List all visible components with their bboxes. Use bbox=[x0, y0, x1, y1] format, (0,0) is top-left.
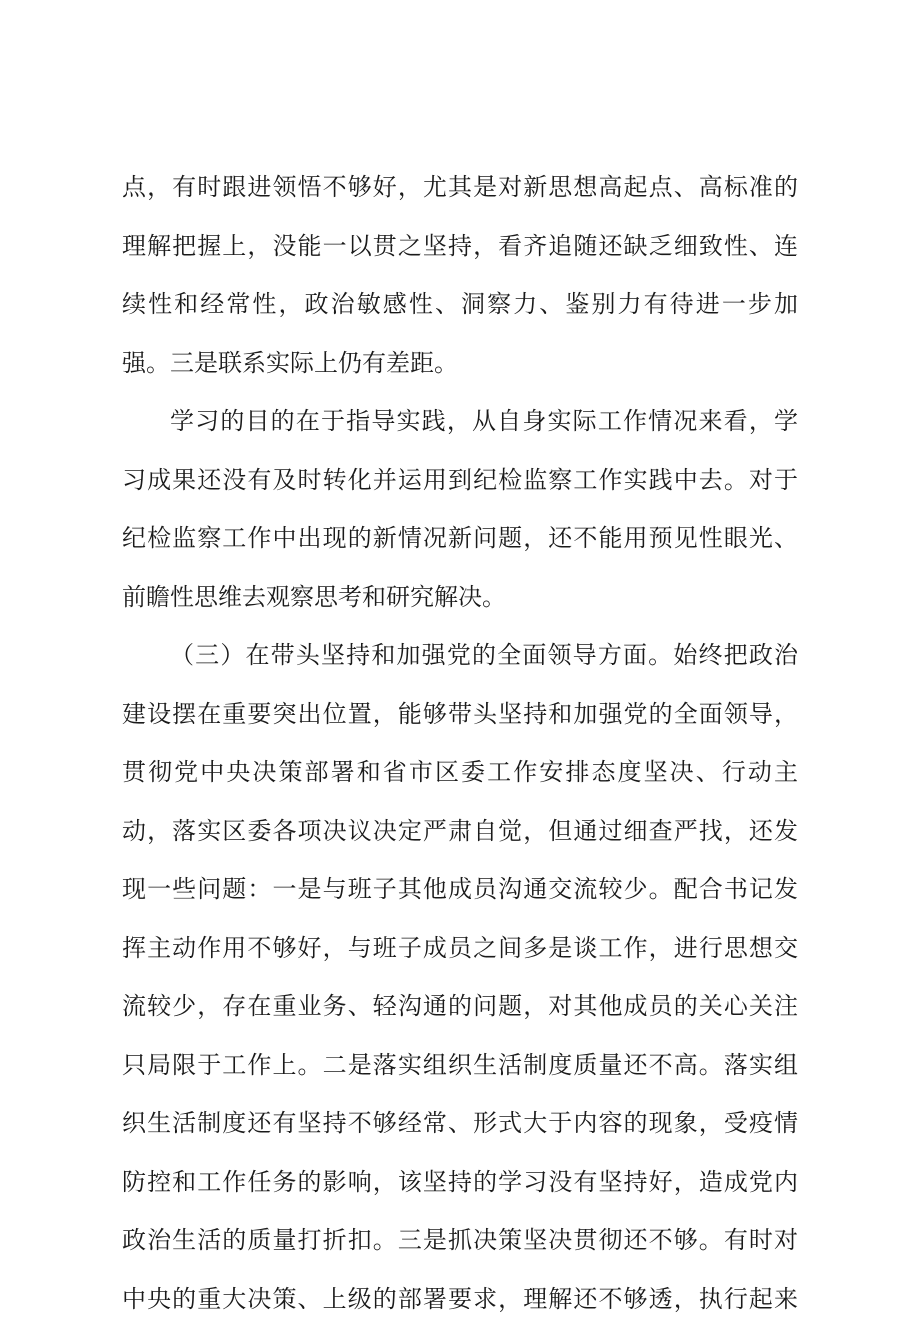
text-line: 习成果还没有及时转化并运用到纪检监察工作实践中去。对于 bbox=[122, 451, 798, 510]
text-line: 学习的目的在于指导实践，从自身实际工作情况来看，学 bbox=[122, 392, 798, 451]
text-line: 挥主动作用不够好，与班子成员之间多是谈工作，进行思想交 bbox=[122, 919, 798, 978]
text-line: （三）在带头坚持和加强党的全面领导方面。始终把政治 bbox=[122, 626, 798, 685]
text-line: 动，落实区委各项决议决定严肃自觉，但通过细查严找，还发 bbox=[122, 802, 798, 861]
text-line: 织生活制度还有坚持不够经常、形式大于内容的现象，受疫情 bbox=[122, 1094, 798, 1153]
text-line: 点，有时跟进领悟不够好，尤其是对新思想高起点、高标准的 bbox=[122, 158, 798, 217]
text-line: 现一些问题：一是与班子其他成员沟通交流较少。配合书记发 bbox=[122, 860, 798, 919]
text-line: 中央的重大决策、上级的部署要求，理解还不够透，执行起来 bbox=[122, 1270, 798, 1328]
text-line: 强。三是联系实际上仍有差距。 bbox=[122, 334, 798, 393]
text-line: 纪检监察工作中出现的新情况新问题，还不能用预见性眼光、 bbox=[122, 509, 798, 568]
text-line: 前瞻性思维去观察思考和研究解决。 bbox=[122, 568, 798, 627]
text-line: 防控和工作任务的影响，该坚持的学习没有坚持好，造成党内 bbox=[122, 1153, 798, 1212]
text-line: 流较少，存在重业务、轻沟通的问题，对其他成员的关心关注 bbox=[122, 977, 798, 1036]
text-line: 建设摆在重要突出位置，能够带头坚持和加强党的全面领导， bbox=[122, 685, 798, 744]
document-body bbox=[122, 158, 798, 1328]
text-line: 只局限于工作上。二是落实组织生活制度质量还不高。落实组 bbox=[122, 1036, 798, 1095]
text-line: 续性和经常性，政治敏感性、洞察力、鉴别力有待进一步加 bbox=[122, 275, 798, 334]
text-line: 政治生活的质量打折扣。三是抓决策坚决贯彻还不够。有时对 bbox=[122, 1211, 798, 1270]
text-line: 贯彻党中央决策部署和省市区委工作安排态度坚决、行动主 bbox=[122, 743, 798, 802]
text-line: 理解把握上，没能一以贯之坚持，看齐追随还缺乏细致性、连 bbox=[122, 217, 798, 276]
